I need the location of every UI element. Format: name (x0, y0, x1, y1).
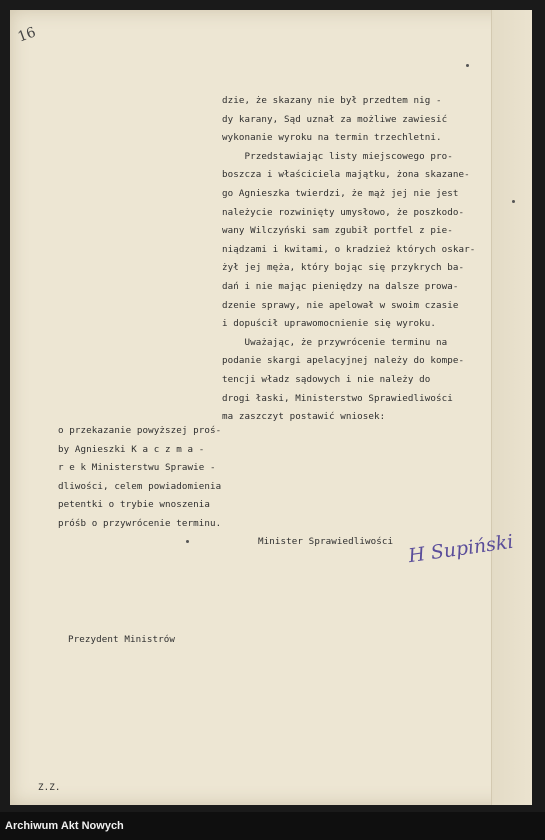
text-line: należycie rozwinięty umysłowo, że poszkodo- (222, 206, 465, 218)
proposal-text-line: próśb o przywrócenie terminu. (58, 518, 222, 529)
text-line: dań i nie mając pieniędzy na dalsze prowa- (222, 281, 459, 292)
document-page (10, 10, 532, 805)
recipient: Prezydent Ministrów (68, 634, 175, 645)
paper-speck (512, 200, 515, 203)
text-line: żył jej męża, który bojąc się przykrych ba- (222, 262, 465, 274)
proposal-text-line: dliwości, celem powiadomienia (58, 480, 222, 492)
text-line: i dopuścił uprawomocnienie się wyroku. (222, 318, 436, 330)
signature-label: Minister Sprawiedliwości (258, 536, 394, 547)
text-line: drogi łaski, Ministerstwo Sprawiedliwości (222, 392, 453, 404)
proposal-text-line: r e k Ministerstwu Sprawie - (58, 462, 216, 474)
text-line: dy karany, Sąd uznał za możliwe zawiesić (222, 113, 448, 125)
text-line: dzie, że skazany nie był przedtem nig - (222, 95, 442, 106)
text-line: ma zaszczyt postawić wniosek: (222, 411, 386, 423)
text-line: wykonanie wyroku na termin trzechletni. (222, 132, 442, 144)
proposal-text-line: o przekazanie powyższej proś- (58, 425, 222, 436)
paper-edge (491, 10, 532, 805)
text-line: wany Wilczyński sam zgubił portfel z pie- (222, 225, 453, 237)
footer-mark: Z.Z. (38, 782, 61, 793)
text-line: go Agnieszka twierdzi, że mąż jej nie jest (222, 188, 459, 199)
proposal-text-line: by Agnieszki K a c z m a - (58, 443, 205, 455)
text-line: tencji władz sądowych i nie należy do (222, 374, 431, 385)
archive-footer-bar (0, 812, 545, 840)
paper-speck (466, 64, 469, 67)
archive-label: Archiwum Akt Nowych (5, 820, 124, 832)
text-line: dzenie sprawy, nie apelował w swoim czasie (222, 299, 459, 311)
text-line: podanie skargi apelacyjnej należy do kompe- (222, 355, 465, 367)
proposal-text-line: petentki o trybie wnoszenia (58, 499, 211, 511)
page-number: 16 (15, 24, 39, 46)
handwritten-signature: H Supiński (406, 530, 515, 568)
text-line: Uważając, że przywrócenie terminu na (222, 336, 448, 348)
text-line: niądzami i kwitami, o kradzież których oskar- (222, 243, 476, 255)
text-line: boszcza i właściciela majątku, żona skazane- (222, 169, 470, 181)
text-line: Przedstawiając listy miejscowego pro- (222, 150, 453, 162)
paper-speck (186, 540, 189, 543)
